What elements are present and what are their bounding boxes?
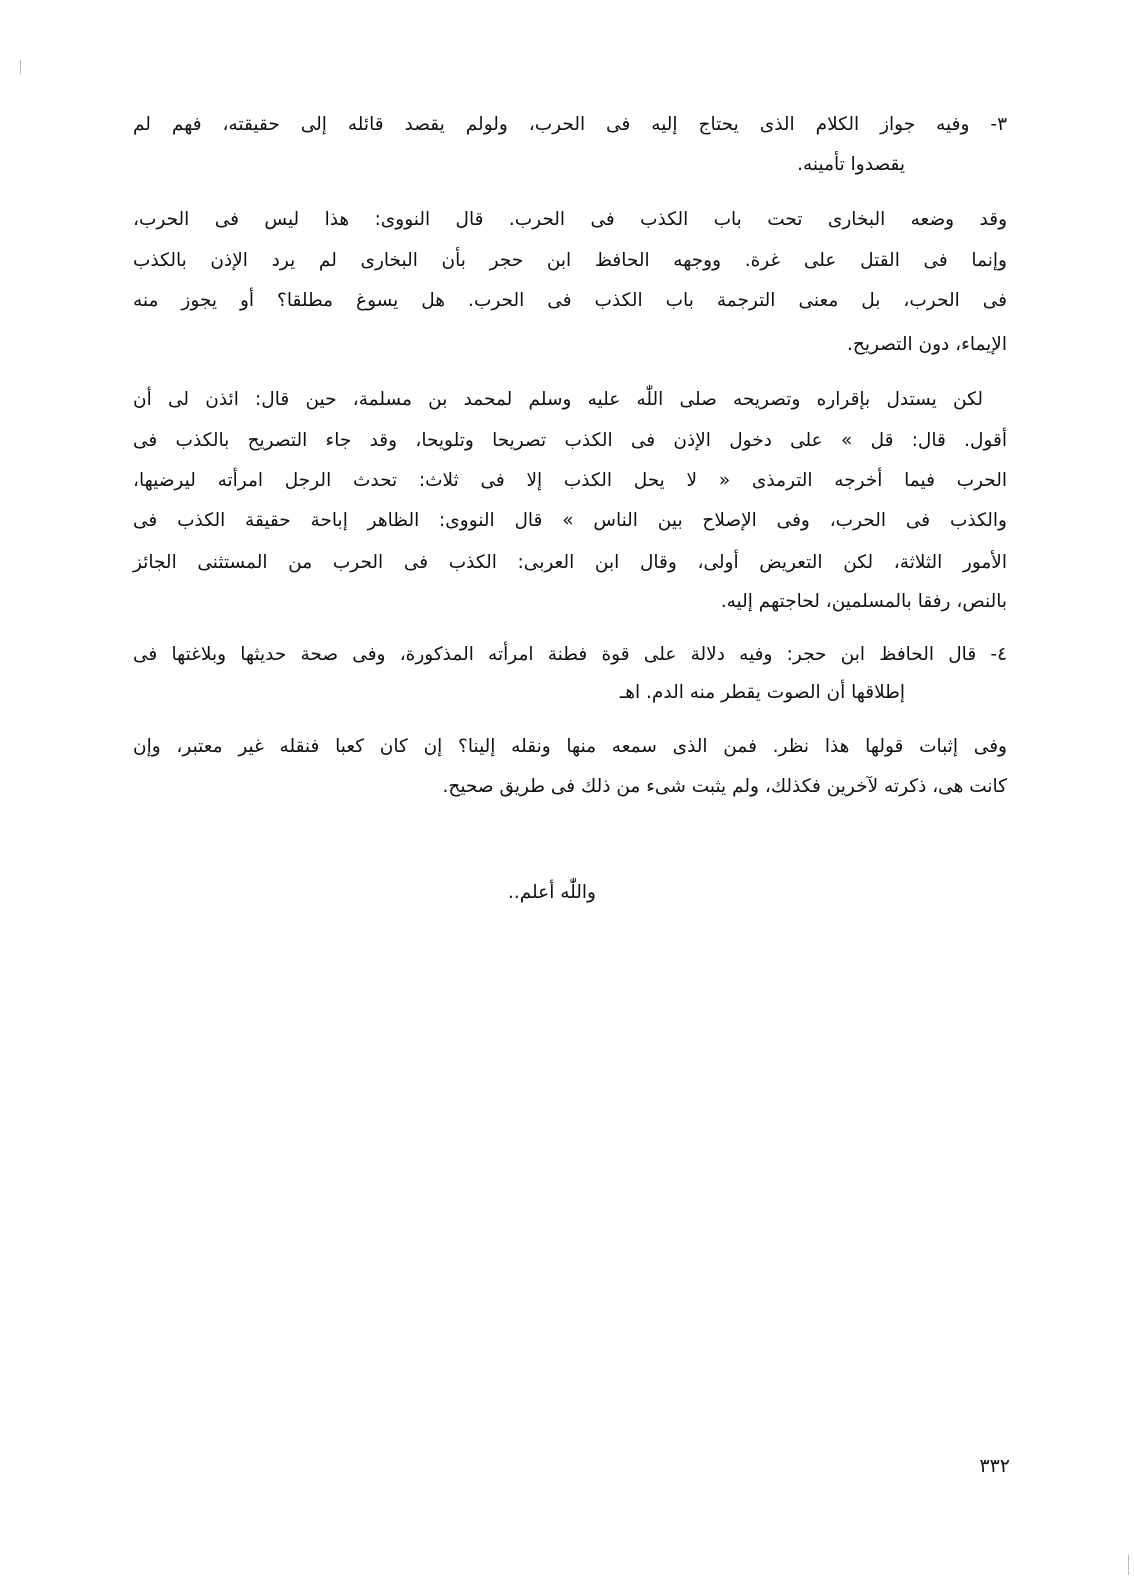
page-number: ٣٣٢ — [979, 1455, 1010, 1477]
text-line: فى الحرب، بل معنى الترجمة باب الكذب فى الحرب. هل يسوغ مطلقا؟ أو يجوز منه — [133, 290, 1007, 311]
scan-mark — [20, 60, 21, 74]
text-line: كانت هى، ذكرته لآخرين فكذلك، ولم يثبت شىء من ذلك فى طريق صحيح. — [442, 776, 1007, 797]
text-line: وفى إثبات قولها هذا نظر. فمن الذى سمعه منها ونقله إلينا؟ إن كان كعبا فنقله غير معتبر، وإن — [133, 736, 1007, 757]
text-line: الحرب فيما أخرجه الترمذى « لا يحل الكذب إلا فى ثلاث: تحدث الرجل امرأته ليرضيها، — [133, 470, 1007, 491]
text-line: إطلاقها أن الصوت يقطر منه الدم. اهـ — [619, 682, 905, 703]
text-line: أقول. قال: قل » على دخول الإذن فى الكذب تصريحا وتلويحا، وقد جاء التصريح بالكذب فى — [133, 430, 1007, 451]
text-line: الأمور الثلاثة، لكن التعريض أولى، وقال ابن العربى: الكذب فى الحرب من المستثنى الجائز — [133, 552, 1007, 573]
text-line: بالنص، رفقا بالمسلمين، لحاجتهم إليه. — [720, 591, 1007, 612]
closing-phrase: واللّٰه أعلم.. — [507, 882, 596, 903]
text-line: لكن يستدل بإقراره وتصريحه صلى اللّٰه عليه وسلم لمحمد بن مسلمة، حين قال: ائذن لى أن — [133, 389, 983, 410]
text-line: ٤- قال الحافظ ابن حجر: وفيه دلالة على قوة فطنة امرأته المذكورة، وفى صحة حديثها وبلاغتها فى — [133, 644, 1007, 665]
text-line: وإنما فى القتل على غرة. ووجهه الحافظ ابن حجر بأن البخارى لم يرد الإذن بالكذب — [133, 250, 1007, 271]
text-line: وقد وضعه البخارى تحت باب الكذب فى الحرب. قال النووى: هذا ليس فى الحرب، — [133, 209, 1007, 230]
text-line: ٣- وفيه جواز الكلام الذى يحتاج إليه فى الحرب، ولولم يقصد قائله إلى حقيقته، فهم لم — [133, 114, 1007, 135]
text-line: الإيماء، دون التصريح. — [847, 334, 1007, 355]
text-line: يقصدوا تأمينه. — [797, 154, 905, 175]
scan-mark — [1128, 1555, 1129, 1575]
text-line: والكذب فى الحرب، وفى الإصلاح بين الناس » قال النووى: الظاهر إباحة حقيقة الكذب فى — [133, 510, 1007, 531]
